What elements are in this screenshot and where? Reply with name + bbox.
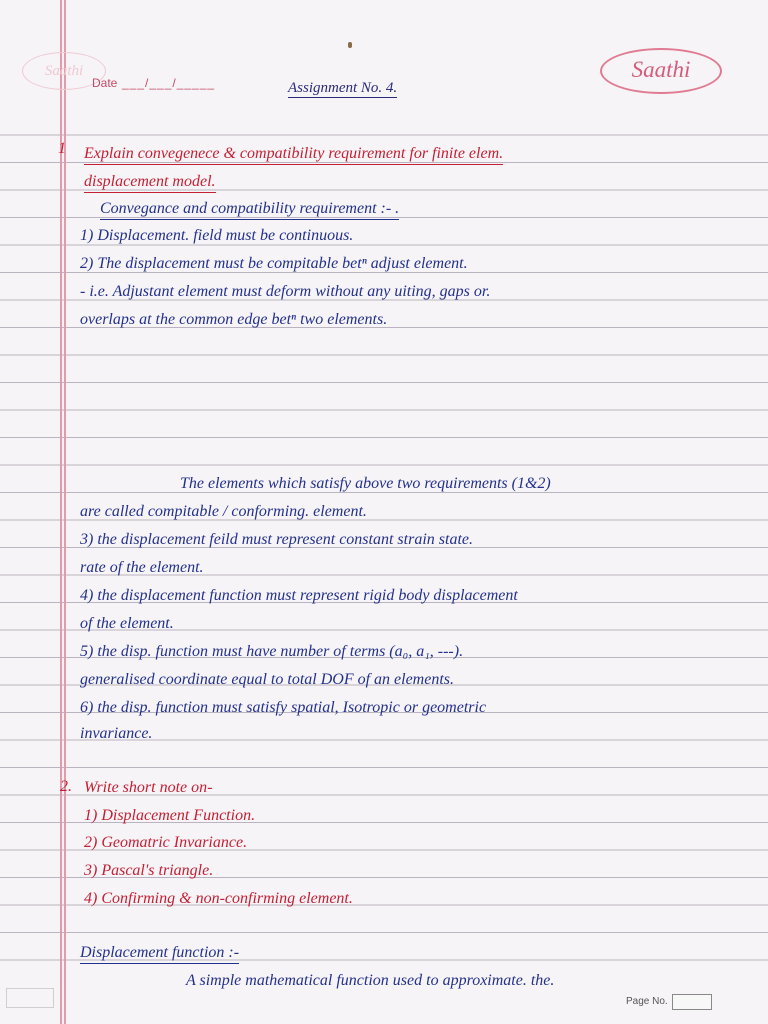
answer-line: overlaps at the common edge betⁿ two elements. <box>80 311 388 328</box>
answer-line: 6) the disp. function must satisfy spatial, Isotropic or geometric <box>80 699 487 716</box>
date-field: ___/___/_____ <box>122 76 216 90</box>
answer-line: rate of the element. <box>80 559 204 576</box>
answer-line: 1) Displacement. field must be continuous. <box>80 227 354 244</box>
answer-line: are called compitable / conforming. element. <box>80 503 367 520</box>
answer-line: The elements which satisfy above two requirements (1&2) <box>180 475 551 492</box>
list-item: 3) Pascal's triangle. <box>84 862 214 879</box>
page-title: Assignment No. 4. <box>288 80 398 96</box>
answer-line: A simple mathematical function used to approximate. the. <box>186 972 555 989</box>
question-text: Explain convegenece & compatibility requirement for finite elem. <box>84 144 503 165</box>
answer-line: 3) the displacement feild must represent constant strain state. <box>80 531 473 548</box>
paper-mark <box>348 42 352 48</box>
answer-line: 4) the displacement function must represent rigid body displacement <box>80 587 518 604</box>
question-text: displacement model. <box>84 172 216 193</box>
list-item: 4) Confirming & non-confirming element. <box>84 890 353 907</box>
corner-box <box>6 988 54 1008</box>
answer-line: 5) the disp. function must have number of terms (a₀, a₁, ---). <box>80 643 464 660</box>
answer-line: generalised coordinate equal to total DOF of an elements. <box>80 671 455 688</box>
question-number: 2. <box>60 778 72 795</box>
page-number-label: Page No. <box>626 996 668 1007</box>
answer-line: - i.e. Adjustant element must deform without any uiting, gaps or. <box>80 283 491 300</box>
page-number-box <box>672 994 712 1010</box>
date-label: Date <box>92 76 118 90</box>
question-text: Write short note on- <box>84 779 213 796</box>
section-heading: Convegance and compatibility requirement :- . <box>100 199 399 220</box>
list-item: 2) Geomatric Invariance. <box>84 834 248 851</box>
answer-line: invariance. <box>80 725 153 742</box>
question-number: 1 <box>58 140 66 157</box>
answer-line: of the element. <box>80 615 174 632</box>
section-heading: Displacement function :- <box>80 943 239 964</box>
brand-logo: Saathi <box>600 48 722 94</box>
list-item: 1) Displacement Function. <box>84 807 256 824</box>
answer-line: 2) The displacement must be compitable betⁿ adjust element. <box>80 255 468 272</box>
watermark-logo: Saathi <box>22 52 106 90</box>
